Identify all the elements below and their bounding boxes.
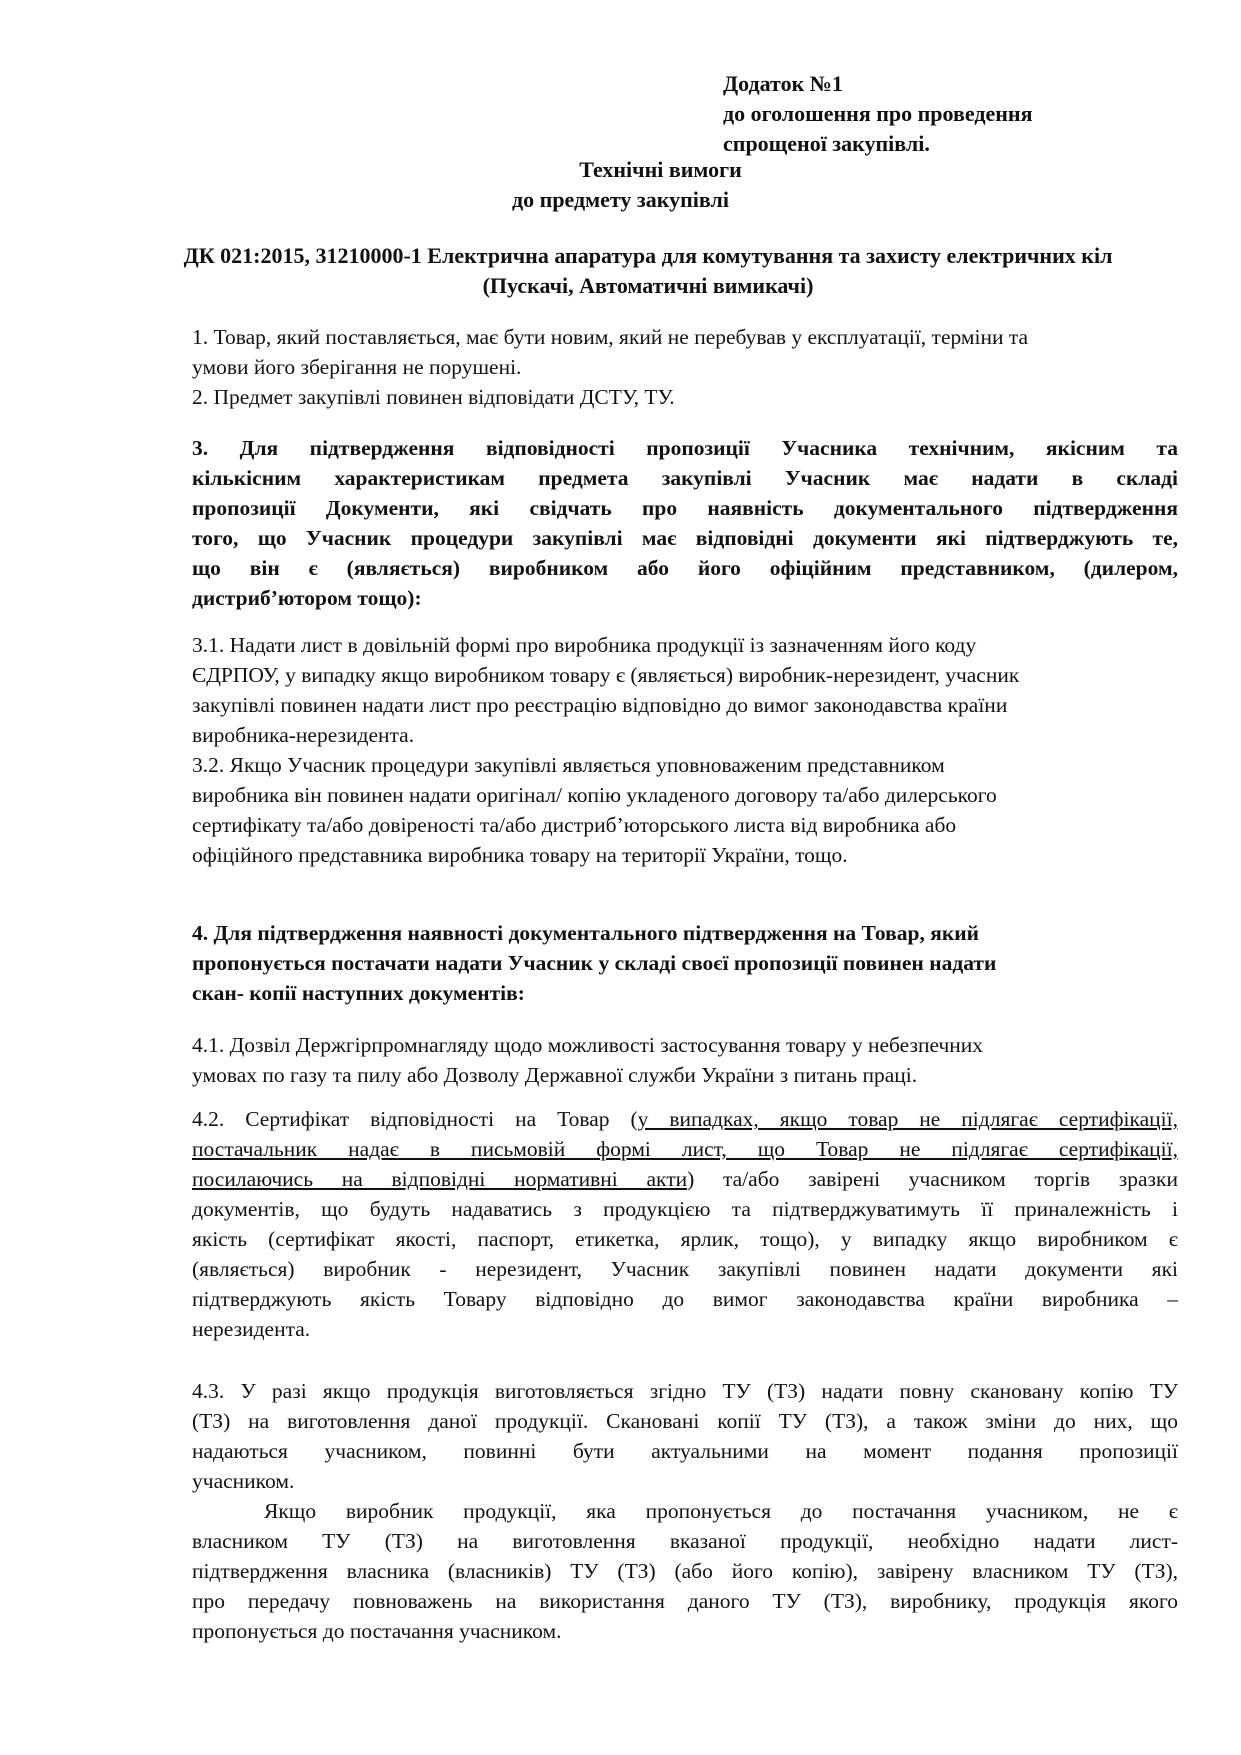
item-3-1-line-1: 3.1. Надати лист в довільній формі про виробника продукції із зазначенням його коду: [192, 633, 977, 657]
item-4-3-cont-line-4: про передачу повноважень на використання даного ТУ (ТЗ), виробнику, продукція якого: [192, 1589, 1178, 1613]
item-3-line-1: 3. Для підтвердження відповідності пропозиції Учасника технічним, якісним та: [192, 436, 1178, 460]
item-3-2-line-3: сертифікату та/або довіреності та/або дистриб’юторського листа від виробника або: [192, 813, 957, 837]
item-4-3-cont-line-2: власником ТУ (ТЗ) на виготовлення вказаної продукції, необхідно надати лист-: [192, 1529, 1178, 1553]
annex-line-1: Додаток №1: [723, 71, 843, 96]
item-3-2-line-1: 3.2. Якщо Учасник процедури закупівлі являється уповноваженим представником: [192, 753, 945, 777]
item-4-3-cont-line-1: Якщо виробник продукції, яка пропонується до постачання учасником, не є: [264, 1499, 1178, 1523]
subject-line-2: (Пускачі, Автоматичні вимикачі): [482, 273, 814, 298]
item-4: [192, 918, 1178, 1008]
item-4-3-cont-line-5: пропонується до постачання учасником.: [192, 1619, 562, 1643]
item-4-line-2: пропонується постачати надати Учасник у складі своєї пропозиції повинен надати: [192, 951, 997, 975]
annex-line-2: до оголошення про проведення: [723, 101, 1033, 126]
item-3-line-2: кількісним характеристикам предмета закупівлі Учасник має надати в складі: [192, 466, 1178, 490]
item-4-3-cont-line-3: підтвердження власника (власників) ТУ (ТЗ) (або його копію), завірену власником ТУ (ТЗ),: [192, 1559, 1178, 1583]
item-4-2-line-1: 4.2. Сертифікат відповідності на Товар (у випадках, якщо товар не підлягає сертифікації,: [192, 1107, 1178, 1131]
item-4-1-line-2: умовах по газу та пилу або Дозволу Державної служби України з питань праці.: [192, 1063, 918, 1087]
item-4-3-continuation: [192, 1496, 1178, 1646]
item-4-2-line-6: (являється) виробник - нерезидент, Учасник закупівлі повинен надати документи які: [192, 1257, 1178, 1281]
item-4-2-line-3: посилаючись на відповідні нормативні акти) та/або завірені учасником торгів зразки: [192, 1167, 1178, 1191]
item-3-line-6: дистриб’ютором тощо):: [192, 586, 422, 610]
item-4-1-line-1: 4.1. Дозвіл Держгірпромнагляду щодо можливості застосування товару у небезпечних: [192, 1033, 984, 1057]
item-4-2-note-1: у випадках, якщо товар не підлягає сертифікації,: [637, 1107, 1178, 1131]
item-3: [192, 433, 1178, 613]
item-4-line-1: 4. Для підтвердження наявності документального підтвердження на Товар, який: [192, 921, 979, 945]
item-4-3-line-3: надаються учасником, повинні бути актуальними на момент подання пропозиції: [192, 1439, 1178, 1463]
item-3-line-4: того, що Учасник процедури закупівлі має відповідні документи які підтверджують те,: [192, 526, 1178, 550]
item-4-2-line-4: документів, що будуть надаватись з продукцією та підтверджуватимуть її приналежність і: [192, 1197, 1178, 1221]
item-3-2-line-4: офіційного представника виробника товару на території України, тощо.: [192, 843, 848, 867]
item-4-3-line-4: учасником.: [192, 1469, 295, 1493]
item-4-2-note-2: постачальник надає в письмовій формі лист, що Товар не підлягає сертифікації,: [192, 1137, 1178, 1161]
item-3-1-line-3: закупівлі повинен надати лист про реєстрацію відповідно до вимог законодавства країни: [192, 693, 1008, 717]
item-4-2: [192, 1104, 1178, 1344]
item-4-3: [192, 1376, 1178, 1496]
item-3-2-line-2: виробника він повинен надати оригінал/ копію укладеного договору та/або дилерського: [192, 783, 997, 807]
item-4-2-line-5: якість (сертифікат якості, паспорт, етикетка, ярлик, тощо), у випадку якщо виробником є: [192, 1227, 1178, 1251]
procurement-subject: [118, 241, 1178, 301]
item-3-1-line-4: виробника-нерезидента.: [192, 723, 415, 747]
subject-line-1: ДК 021:2015, 31210000-1 Електрична апаратура для комутування та захисту електричних кіл: [183, 243, 1113, 268]
item-4-2-note-3: посилаючись на відповідні нормативні акти: [192, 1167, 688, 1191]
item-1-line-1: 1. Товар, який поставляється, має бути новим, який не перебував у експлуатації, терміни та: [192, 325, 1029, 349]
annex-line-3: спрощеної закупівлі.: [723, 131, 930, 156]
document-title: [0, 155, 1241, 215]
item-4-2-line-8: нерезидента.: [192, 1317, 311, 1341]
item-3-1: [192, 630, 1178, 870]
title-line-1: Технічні вимоги: [579, 157, 742, 182]
item-1-line-2: умови його зберігання не порушені.: [192, 355, 522, 379]
item-4-3-line-1: 4.3. У разі якщо продукція виготовляється згідно ТУ (ТЗ) надати повну скановану копію ТУ: [192, 1379, 1178, 1403]
item-4-1: [192, 1030, 1178, 1090]
annex-header: [723, 69, 1033, 159]
item-4-2-line-7: підтверджують якість Товару відповідно до вимог законодавства країни виробника –: [192, 1287, 1178, 1311]
item-3-1-line-2: ЄДРПОУ, у випадку якщо виробником товару є (являється) виробник-нерезидент, учасник: [192, 663, 1020, 687]
item-2: 2. Предмет закупівлі повинен відповідати ДСТУ, ТУ.: [192, 385, 675, 409]
item-3-line-3: пропозиції Документи, які свідчать про наявність документального підтвердження: [192, 496, 1178, 520]
item-3-line-5: що він є (являється) виробником або його офіційним представником, (дилером,: [192, 556, 1178, 580]
item-4-3-line-2: (ТЗ) на виготовлення даної продукції. Скановані копії ТУ (ТЗ), а також зміни до них, що: [192, 1409, 1178, 1433]
item-1: [192, 322, 1178, 412]
item-4-line-3: скан- копії наступних документів:: [192, 981, 525, 1005]
title-line-2: до предмету закупівлі: [512, 187, 729, 212]
